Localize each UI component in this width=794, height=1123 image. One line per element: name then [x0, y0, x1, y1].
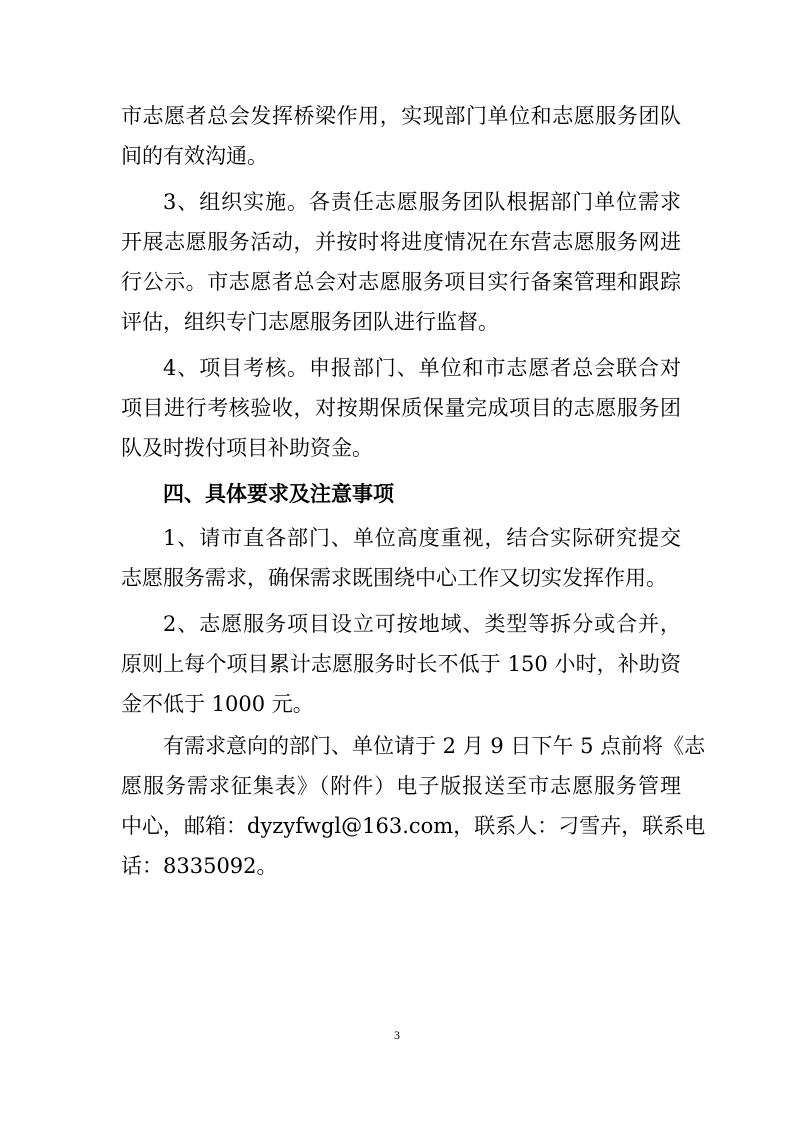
text-line: 项目进行考核验收，对按期保质保量完成项目的志愿服务团: [121, 396, 681, 420]
text-line: 市志愿者总会发挥桥梁作用，实现部门单位和志愿服务团队: [121, 104, 681, 128]
text-line: 4、项目考核。申报部门、单位和市志愿者总会联合对: [163, 356, 681, 380]
text-line: 间的有效沟通。: [121, 144, 268, 168]
text-line: 话：8335092。: [121, 854, 278, 878]
section-heading: 四、具体要求及注意事项: [163, 482, 394, 506]
text-line: 愿服务需求征集表》（附件）电子版报送至市志愿服务管理: [121, 774, 681, 798]
text-line: 1、请市直各部门、单位高度重视，结合实际研究提交: [163, 526, 681, 550]
text-line: 原则上每个项目累计志愿服务时长不低于 150 小时，补助资: [121, 652, 681, 676]
text-line: 队及时拨付项目补助资金。: [121, 436, 373, 460]
text-line: 开展志愿服务活动，并按时将进度情况在东营志愿服务网进: [121, 230, 681, 254]
page-number: 3: [394, 1028, 400, 1042]
text-line: 评估，组织专门志愿服务团队进行监督。: [121, 310, 499, 334]
text-line: 2、志愿服务项目设立可按地域、类型等拆分或合并，: [163, 612, 681, 636]
text-line: 志愿服务需求，确保需求既围绕中心工作又切实发挥作用。: [121, 566, 667, 590]
text-line: 有需求意向的部门、单位请于 2 月 9 日下午 5 点前将《志: [163, 734, 706, 758]
text-line: 中心，邮箱：dyzyfwgl@163.com，联系人：刁雪卉，联系电: [121, 814, 706, 838]
text-line: 3、组织实施。各责任志愿服务团队根据部门单位需求: [163, 190, 681, 214]
text-line: 金不低于 1000 元。: [121, 692, 314, 716]
text-line: 行公示。市志愿者总会对志愿服务项目实行备案管理和跟踪: [121, 270, 681, 294]
